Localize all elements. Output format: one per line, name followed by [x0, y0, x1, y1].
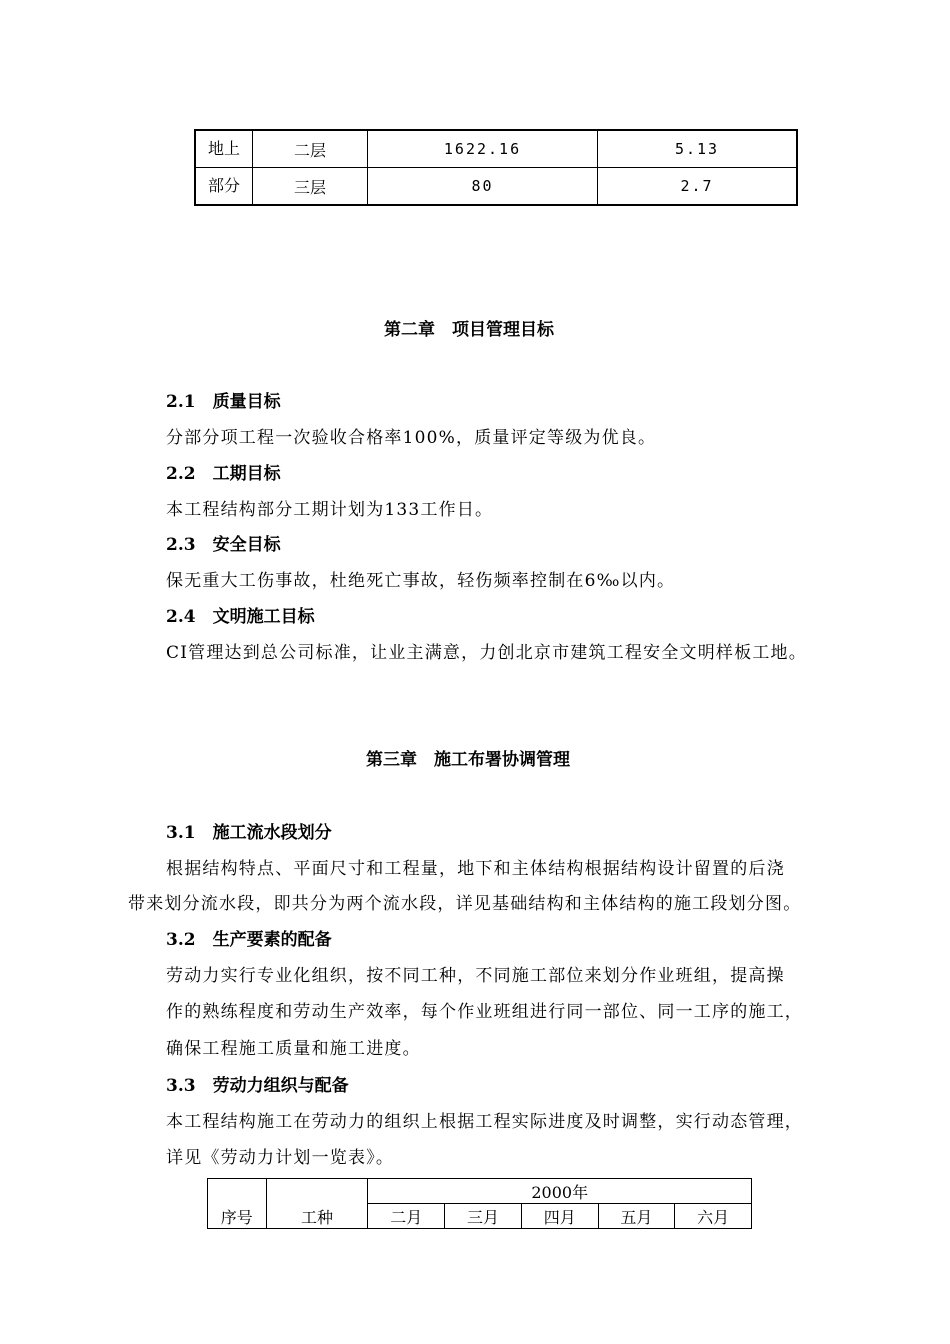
labor-plan-table	[207, 1178, 752, 1229]
month-header: 六月	[675, 1204, 752, 1229]
section-3-2-heading: 3.2 生产要素的配备	[166, 930, 332, 950]
table-row	[195, 168, 797, 206]
section-2-1-text: 分部分项工程一次验收合格率100%，质量评定等级为优良。	[166, 428, 657, 448]
year-header: 2000年	[368, 1179, 752, 1204]
seq-header: 序号	[208, 1179, 267, 1229]
category-cell-top: 地上	[195, 130, 253, 168]
chapter3-title: 第三章 施工布署协调管理	[366, 750, 570, 770]
section-2-4-heading: 2.4 文明施工目标	[166, 607, 315, 627]
value2-cell: 5.13	[598, 130, 798, 168]
section-3-2-line3: 确保工程施工质量和施工进度。	[166, 1039, 421, 1059]
month-header: 三月	[445, 1204, 522, 1229]
section-3-3-line1: 本工程结构施工在劳动力的组织上根据工程实际进度及时调整，实行动态管理，	[166, 1112, 803, 1132]
value1-cell: 80	[368, 168, 598, 206]
section-2-4-text: CI管理达到总公司标准，让业主满意，力创北京市建筑工程安全文明样板工地。	[166, 643, 807, 663]
section-2-3-heading: 2.3 安全目标	[166, 535, 281, 555]
section-2-2-heading: 2.2 工期目标	[166, 464, 281, 484]
section-3-3-line2: 详见《劳动力计划一览表》。	[166, 1148, 395, 1168]
value1-cell: 1622.16	[368, 130, 598, 168]
section-3-2-line2: 作的熟练程度和劳动生产效率，每个作业班组进行同一部位、同一工序的施工，	[166, 1002, 803, 1022]
table-row	[195, 130, 797, 168]
floor-cell: 三层	[253, 168, 368, 206]
section-3-3-heading: 3.3 劳动力组织与配备	[166, 1076, 349, 1096]
section-3-1-line1: 根据结构特点、平面尺寸和工程量，地下和主体结构根据结构设计留置的后浇	[166, 859, 785, 879]
section-3-1-line2: 带来划分流水段，即共分为两个流水段，详见基础结构和主体结构的施工段划分图。	[128, 894, 802, 914]
section-3-1-heading: 3.1 施工流水段划分	[166, 823, 332, 843]
month-header: 二月	[368, 1204, 445, 1229]
floor-cell: 二层	[253, 130, 368, 168]
section-2-1-heading: 2.1 质量目标	[166, 392, 281, 412]
section-3-2-line1: 劳动力实行专业化组织，按不同工种，不同施工部位来划分作业班组，提高操	[166, 966, 785, 986]
category-cell-bottom: 部分	[195, 168, 253, 206]
month-header: 四月	[521, 1204, 598, 1229]
section-2-2-text: 本工程结构部分工期计划为133工作日。	[166, 500, 494, 520]
trade-header: 工种	[266, 1179, 368, 1229]
month-header: 五月	[598, 1204, 675, 1229]
table-header-row	[208, 1179, 752, 1204]
section-2-3-text: 保无重大工伤事故，杜绝死亡事故，轻伤频率控制在6‰以内。	[166, 571, 676, 591]
area-table	[194, 129, 798, 206]
chapter2-title: 第二章 项目管理目标	[384, 320, 554, 340]
value2-cell: 2.7	[598, 168, 798, 206]
